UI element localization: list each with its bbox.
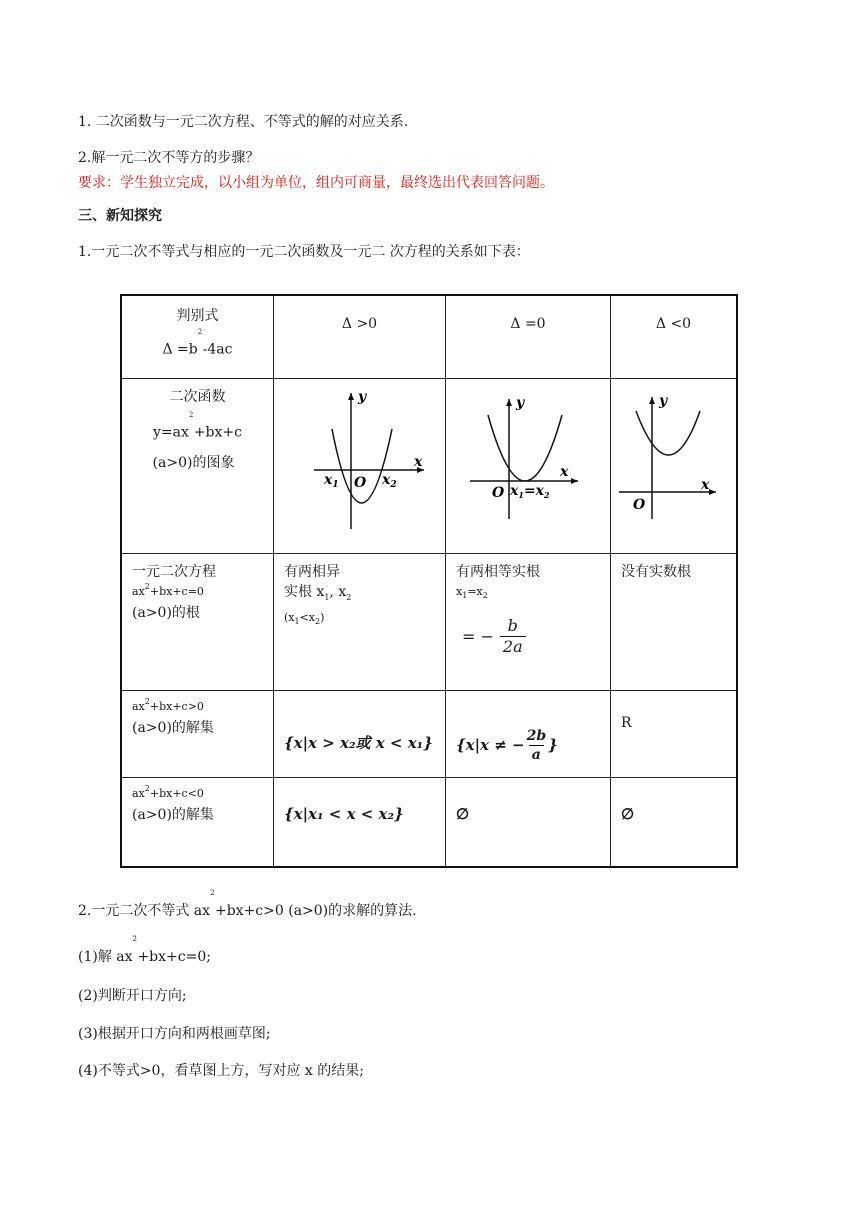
cell-graph-no-roots [611, 379, 738, 554]
table-row-function-graph [121, 379, 737, 554]
review-question-1: 1. 二次函数与一元二次方程、不等式的解的对应关系. [78, 114, 409, 130]
review-question-2: 2.解一元二次不等方的步骤？ [78, 150, 260, 166]
cell-less-two-roots: {x|x₁ < x < x₂} [274, 778, 446, 868]
cell-greater-double-root: {x|x ≠ − $\frac{2b}{a}$ } [446, 691, 611, 778]
requirement-note: 要求：学生独立完成，以小组为单位，组内可商量，最终选出代表回答问题。 [78, 175, 554, 191]
parabola-curve [488, 415, 562, 481]
parabola-double-root-graph [446, 379, 610, 547]
cell-delta-positive: Δ >0 [274, 295, 446, 379]
cell-less-no-roots: ∅ [611, 778, 738, 868]
cell-no-real-roots: 没有实数根 [611, 554, 738, 691]
root-x1-label: $x_1$ [324, 472, 339, 490]
y-axis-label: y [516, 395, 525, 411]
cell-equal-roots: 有两相等实根 $x_1=x_2$ = − $\frac{b}{2a}$ [446, 554, 611, 691]
parabola-no-roots-graph [611, 379, 736, 547]
x-axis-arrow [571, 478, 578, 484]
table-row-greater-solution [121, 691, 737, 778]
x-axis-label: x [414, 454, 423, 470]
algorithm-step-2: (2)判断开口方向; [78, 988, 187, 1004]
origin-label: O [354, 475, 367, 491]
table-row-equation-roots [121, 554, 737, 691]
cell-graph-double-root [446, 379, 611, 554]
x-axis-label: x [701, 477, 710, 493]
cell-function-label: 二次函数 $y=ax^2 +bx+c$ (a>0)的图象 [121, 379, 274, 554]
algorithm-step-3: (3)根据开口方向和两根画草图; [78, 1026, 271, 1042]
origin-label: O [633, 497, 646, 513]
table-intro: 1.一元二次不等式与相应的一元二次函数及一元二 次方程的关系如下表： [78, 244, 530, 260]
y-axis-arrow [348, 393, 354, 400]
cell-less-label: $ax^2+bx+c<0$ (a>0)的解集 [121, 778, 274, 868]
double-root-label: $x_1=x_2$ [510, 483, 550, 500]
cell-delta-zero: Δ =0 [446, 295, 611, 379]
y-axis-label: y [659, 393, 668, 409]
section-heading: 三、新知探究 [78, 208, 162, 224]
cell-greater-label: $ax^2+bx+c>0$ (a>0)的解集 [121, 691, 274, 778]
algorithm-step-4: (4)不等式>0，看草图上方，写对应 x 的结果; [78, 1063, 364, 1079]
parabola-curve [636, 411, 700, 455]
x-axis-arrow [709, 489, 716, 495]
cell-equation-label: 一元二次方程 $ax^2+bx+c=0$ (a>0)的根 [121, 554, 274, 691]
table-row-discriminant [121, 295, 737, 379]
y-axis-arrow [506, 399, 512, 406]
origin-label: O [492, 485, 505, 501]
cell-greater-two-roots: {x|x > x₂或 x < x₁} [274, 691, 446, 778]
equal-root-formula: = − $\frac{b}{2a}$ [462, 616, 600, 657]
cell-graph-two-roots [274, 379, 446, 554]
cell-two-distinct-roots: 有两相异 实根 $x_1$, $x_2$ $(x_1<x_2)$ [274, 554, 446, 691]
root-x2-label: $x_2$ [382, 472, 397, 490]
y-axis-label: y [358, 389, 367, 405]
parabola-two-roots-graph [274, 379, 445, 547]
algorithm-step-1: (1)解 $ax^2 +bx+c=0$; [78, 935, 211, 965]
relation-table [120, 294, 738, 868]
cell-discriminant-label: 判别式 $\Delta =b^2$ -4ac [121, 295, 274, 379]
cell-greater-no-roots: R [611, 691, 738, 778]
cell-less-double-root: ∅ [446, 778, 611, 868]
y-axis-arrow [649, 397, 655, 404]
algorithm-title: 2.一元二次不等式 $ax^2 +bx+c>0$ (a>0)的求解的算法. [78, 889, 417, 919]
x-axis-label: x [560, 464, 569, 480]
cell-delta-negative: Δ <0 [611, 295, 738, 379]
table-row-less-solution [121, 778, 737, 868]
parabola-curve [332, 429, 392, 503]
